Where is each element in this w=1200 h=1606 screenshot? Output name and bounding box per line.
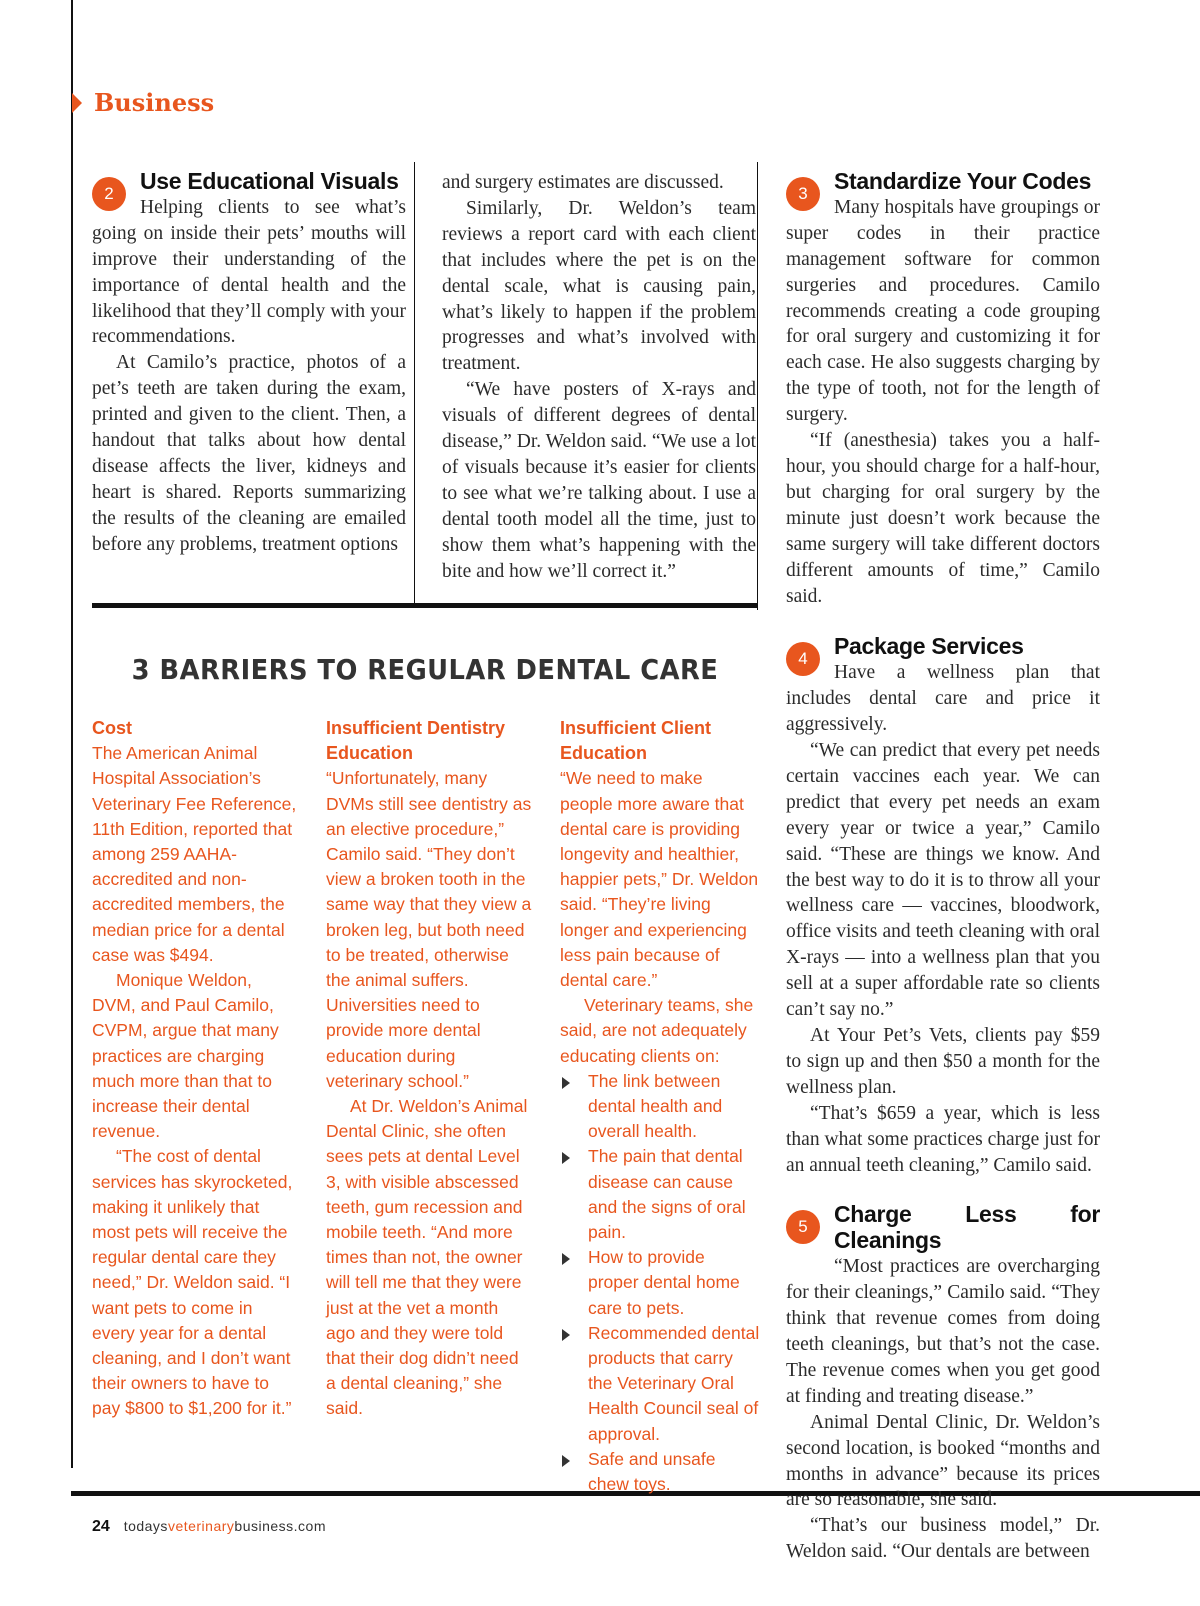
column-2 xyxy=(442,170,756,585)
paragraph: “That’s $659 a year, which is less than what some practices charge just for an annual teeth cleaning,” Camilo said. xyxy=(786,1102,1100,1176)
paragraph: “We need to make people more aware that dental care is providing longevity and healthier, happier pets,” Dr. Weldon said. “They’re living longer and experiencing less pain because of dental care.” xyxy=(560,768,759,991)
bullet-arrow-icon xyxy=(562,1253,570,1265)
section-number-badge: 2 xyxy=(92,177,126,211)
paragraph: Helping clients to see what’s going on inside their pets’ mouths will improve their understanding of the importance of dental health and the likelihood that they’ll comply with your recommendations. xyxy=(92,196,406,348)
paragraph: “If (anesthesia) takes you a half-hour, you should charge for a half-hour, but charging for oral surgery by the minute just doesn’t work because the same surgery will take different doctors different amounts of time,” Camilo said. xyxy=(786,430,1100,607)
list-item xyxy=(560,1069,760,1145)
paragraph: Monique Weldon, DVM, and Paul Camilo, CVPM, argue that many practices are charging much more than that to increase their dental revenue. xyxy=(92,970,279,1142)
column-1 xyxy=(92,169,406,558)
paragraph: and surgery estimates are discussed. xyxy=(442,172,724,193)
paragraph: Animal Dental Clinic, Dr. Weldon’s second location, is booked “months and months in advance” because its prices are so reasonable, she said. xyxy=(786,1411,1100,1511)
paragraph: “Most practices are overcharging for their cleanings,” Camilo said. “They think that revenue comes from doing teeth cleanings, but that’s not the case. The revenue comes when you get good at finding and treating disease.” xyxy=(786,1256,1100,1407)
paragraph: “We have posters of X-rays and visuals of different degrees of dental disease,” Dr. Weldon said. “We use a lot of visuals because it’s easier for clients to see what we’re talking about. I use a dental tooth model all the time, just to show them what’s happening with the bite and how we’ll correct it.” xyxy=(442,379,756,582)
paragraph: “We can predict that every pet needs certain vaccines each year. We can predict that every pet needs an exam every year or twice a year,” Camilo said. “These are things we know. And the best way to do it is to throw all your wellness care — vaccines, bloodwork, office visits and teeth cleaning with oral X-rays — into a wellness plan that you sell at a super affordable rate so clients can’t say no.” xyxy=(786,740,1100,1021)
section-5 xyxy=(786,1202,1100,1565)
section-2-header xyxy=(92,168,406,204)
list-item xyxy=(560,1245,760,1321)
bullet-arrow-icon xyxy=(562,1152,570,1164)
paragraph: “That’s our business model,” Dr. Weldon said. “Our dentals are between xyxy=(786,1515,1100,1563)
site-url xyxy=(124,1518,326,1534)
section-4-header xyxy=(786,633,1100,669)
sidebar-title: 3 BARRIERS TO REGULAR DENTAL CARE xyxy=(131,653,719,686)
left-margin-rule xyxy=(71,0,73,1468)
section-4 xyxy=(786,634,1100,1178)
paragraph: “The cost of dental services has skyrocketed, making it unlikely that most pets will receive the regular dental care they need,” Dr. Weldon said. “I want pets to come in every year for a dental cleaning, and I don’t want their owners to have to pay $800 to $1,200 for it.” xyxy=(92,1146,293,1419)
bullet-arrow-icon xyxy=(562,1329,570,1341)
column-3 xyxy=(786,169,1100,1565)
section-3-header xyxy=(786,168,1100,204)
list-item-text: How to provide proper dental home care to pets. xyxy=(588,1247,740,1318)
paragraph: “Unfortunately, many DVMs still see dentistry as an elective procedure,” Camilo said. “They don’t view a broken tooth in the same way that they view a broken leg, but both need to be treated, otherwise the animal suffers. Universities need to provide more dental education during veterinary school.” xyxy=(326,768,532,1091)
list-item-text: The pain that dental disease can cause and the signs of oral pain. xyxy=(588,1146,746,1243)
section-number-badge: 5 xyxy=(786,1210,820,1244)
sidebar-cost-heading: Cost xyxy=(92,718,132,738)
section-number-badge: 3 xyxy=(786,177,820,211)
page-footer xyxy=(92,1518,326,1536)
paragraph: Similarly, Dr. Weldon’s team reviews a report card with each client that includes where the pet is on the dental scale, what is causing pain, what’s likely to happen if the problem progresses and what’s involved with treatment. xyxy=(442,197,756,375)
section-label-text: Business xyxy=(94,88,215,117)
list-item-text: Recommended dental products that carry the Veterinary Oral Health Council seal of approval. xyxy=(588,1322,760,1444)
paragraph: Many hospitals have groupings or super codes in their practice management software for common surgeries and procedures. Camilo recommends creating a code grouping for oral surgery and customizing it for each case. He also suggests charging by the type of tooth, not for the length of surgery. xyxy=(786,196,1100,426)
paragraph: Have a wellness plan that includes dental care and price it aggressively. xyxy=(786,662,1100,736)
section-2-heading: Use Educational Visuals xyxy=(140,168,399,194)
paragraph: At Camilo’s practice, photos of a pet’s teeth are taken during the exam, printed and given to the client. Then, a handout that talks about how dental disease affects the liver, kidneys and heart is shared. Reports summarizing the results of the cleaning are emailed before any problems, treatment options xyxy=(92,352,406,555)
sidebar-client xyxy=(560,716,760,1497)
section-number-badge: 4 xyxy=(786,642,820,676)
section-3-heading: Standardize Your Codes xyxy=(834,168,1092,194)
list-item xyxy=(560,1447,760,1497)
list-item xyxy=(560,1144,760,1245)
paragraph: At Dr. Weldon’s Animal Dental Clinic, she often sees pets at dental Level 3, with visible abscessed teeth, gum recession and mobile teeth. “And more times than not, the owner will tell me that they were just at the vet a month ago and they were told that their dog didn’t need a dental cleaning,” she said. xyxy=(326,1096,528,1419)
paragraph: Veterinary teams, she said, are not adequately educating clients on: xyxy=(560,995,754,1066)
list-item-text: Safe and unsafe chew toys. xyxy=(588,1448,716,1495)
section-3 xyxy=(786,169,1100,609)
barrier-list xyxy=(560,1069,760,1497)
section-5-header xyxy=(786,1202,1100,1254)
sidebar-client-heading: Insufficient Client Education xyxy=(560,718,712,764)
paragraph: The American Animal Hospital Association’s Veterinary Fee Reference, 11th Edition, reported that among 259 AAHA-accredited and non-accredited members, the median price for a dental case was $494. xyxy=(92,743,297,965)
column-divider-1 xyxy=(414,162,415,604)
section-4-heading: Package Services xyxy=(834,633,1024,660)
sidebar-cost xyxy=(92,716,298,1422)
site-url-highlight: veterinary xyxy=(167,1518,235,1534)
section-5-heading: Charge Less for Cleanings xyxy=(834,1201,1100,1254)
sidebar-top-rule xyxy=(92,603,758,608)
sidebar-dentistry-heading: Insufficient Dentistry Education xyxy=(326,718,506,764)
bullet-arrow-icon xyxy=(562,1077,570,1089)
list-item xyxy=(560,1321,760,1447)
site-url-part: todays xyxy=(123,1518,168,1534)
section-arrow-icon xyxy=(72,93,82,113)
sidebar-dentistry xyxy=(326,716,532,1422)
site-url-part: business.com xyxy=(234,1518,326,1534)
paragraph: At Your Pet’s Vets, clients pay $59 to sign up and then $50 a month for the wellness plan. xyxy=(786,1025,1100,1098)
column-divider-2 xyxy=(757,162,758,610)
list-item-text: The link between dental health and overall health. xyxy=(588,1070,723,1142)
bullet-arrow-icon xyxy=(562,1455,570,1467)
page-number: 24 xyxy=(92,1518,110,1535)
section-label xyxy=(72,88,214,117)
